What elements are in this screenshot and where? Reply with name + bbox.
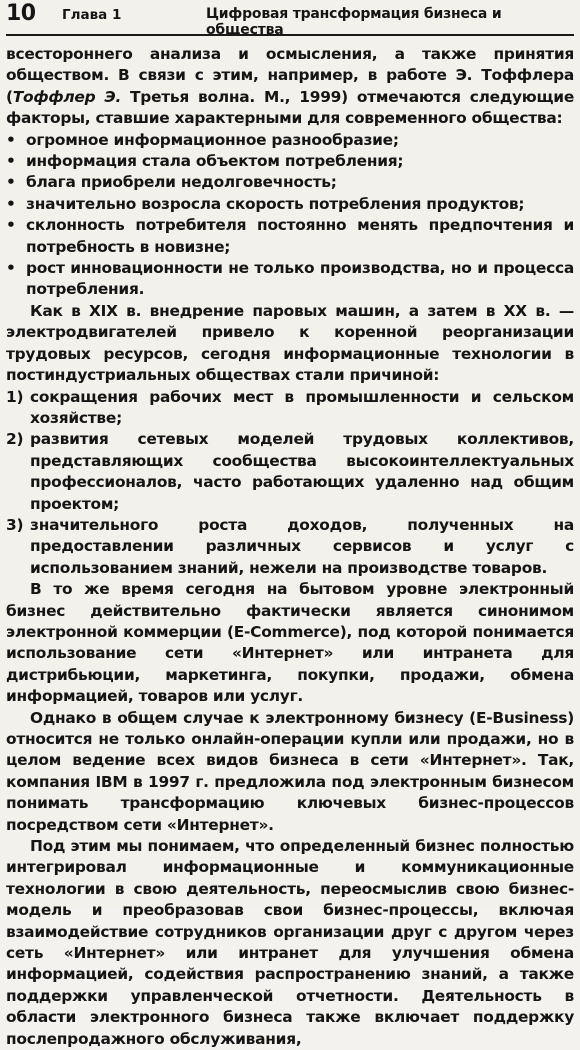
bullet-icon: •: [6, 259, 16, 278]
citation-author: Тоффлер Э.: [12, 87, 122, 106]
list-item-text: склонность потребителя постоянно менять предпочтения и потребность в новизне;: [26, 216, 574, 256]
paragraph-ebusiness: Однако в общем случае к электронному бизнесу (E-Business) относится не только онлайн-операции купли или продажи, но в целом ведение всех видов бизнеса в сети «Интернет». Так, компания IBM в 1997 г. предложила под электронным бизнесом понимать трансформацию ключевых бизнес-процессов посредством сети «Интернет».: [6, 708, 574, 834]
page-number: 10: [6, 1, 36, 26]
intro-paragraph: [6, 44, 574, 130]
list-item: [6, 387, 574, 430]
list-item-text: информация стала объектом потребления;: [26, 152, 404, 171]
running-title: Цифровая трансформация бизнеса и общества: [206, 6, 502, 38]
bullet-icon: •: [6, 216, 16, 235]
list-item-text: блага приобрели недолговечность;: [26, 173, 337, 192]
page-header: [6, 1, 574, 38]
chapter-label: Глава 1: [62, 7, 122, 23]
list-number: 2): [6, 430, 24, 449]
list-item: [6, 429, 574, 515]
list-item: [6, 215, 574, 258]
bullet-icon: •: [6, 173, 16, 192]
paragraph-xix: Как в XIX в. внедрение паровых машин, а затем в XX в. — электродвигателей привело к коренной реорганизации трудовых ресурсов, сегодня информационные технологии в постиндустриальных обществах стали причиной:: [6, 301, 574, 385]
list-item: [6, 172, 574, 193]
list-item: [6, 194, 574, 215]
bullet-icon: •: [6, 194, 16, 213]
paragraph-meaning: Под этим мы понимаем, что определенный бизнес полностью интегрировал информационные и коммуникационные технологии в свою деятельность, переосмыслив свою бизнес-модель и преобразовав свои бизнес-процессы, включая взаимодействие сотрудников организации друг с другом через сеть «Интернет» или интранет для улучшения обмена информацией, содействия распространению знаний, а также поддержки управленческой отчетности. Деятельность в области электронного бизнеса также включает поддержку послепродажного обслуживания,: [6, 837, 574, 1048]
intro-text-2: Третья волна. М., 1999) отмечаются следующие факторы, ставшие характерными для современного общества:: [6, 87, 575, 128]
list-item: [6, 151, 574, 172]
list-item-text: рост инновационности не только производства, но и процесса потребления.: [26, 259, 574, 299]
list-item-text: значительного роста доходов, полученных на предоставлении различных сервисов и услуг с использованием знаний, нежели на производстве товаров.: [30, 515, 574, 577]
header-rule: [6, 34, 574, 36]
factors-list: [6, 130, 574, 301]
reasons-list: [6, 387, 574, 580]
list-item-text: развития сетевых моделей трудовых коллективов, представляющих сообщества высокоинтеллектуальных профессионалов, часто работающих удаленно над общим проектом;: [30, 430, 574, 513]
bullet-icon: •: [6, 130, 16, 149]
intro-text-1: всестороннего анализа и осмысления, а также принятия обществом. В связи с этим, например, в работе Э. Тоффлера (: [6, 45, 574, 106]
list-item-text: огромное информационное разнообразие;: [26, 130, 399, 149]
bullet-icon: •: [6, 152, 16, 171]
body-text: [6, 44, 574, 1050]
list-item-text: значительно возросла скорость потребления продуктов;: [26, 194, 525, 213]
list-item-text: сокращения рабочих мест в промышленности и сельском хозяйстве;: [30, 387, 574, 427]
list-item: [6, 258, 574, 301]
paragraph-ecommerce: В то же время сегодня на бытовом уровне электронный бизнес действительно фактически является синонимом электронной коммерции (E-Commerce), под которой понимается использование сети «Интернет» или интранета для дистрибьюции, маркетинга, покупки, продажи, обмена информацией, товаров или услуг.: [6, 580, 574, 706]
list-number: 3): [6, 515, 24, 534]
list-item: [6, 130, 574, 151]
list-item: [6, 515, 574, 579]
list-number: 1): [6, 387, 24, 406]
